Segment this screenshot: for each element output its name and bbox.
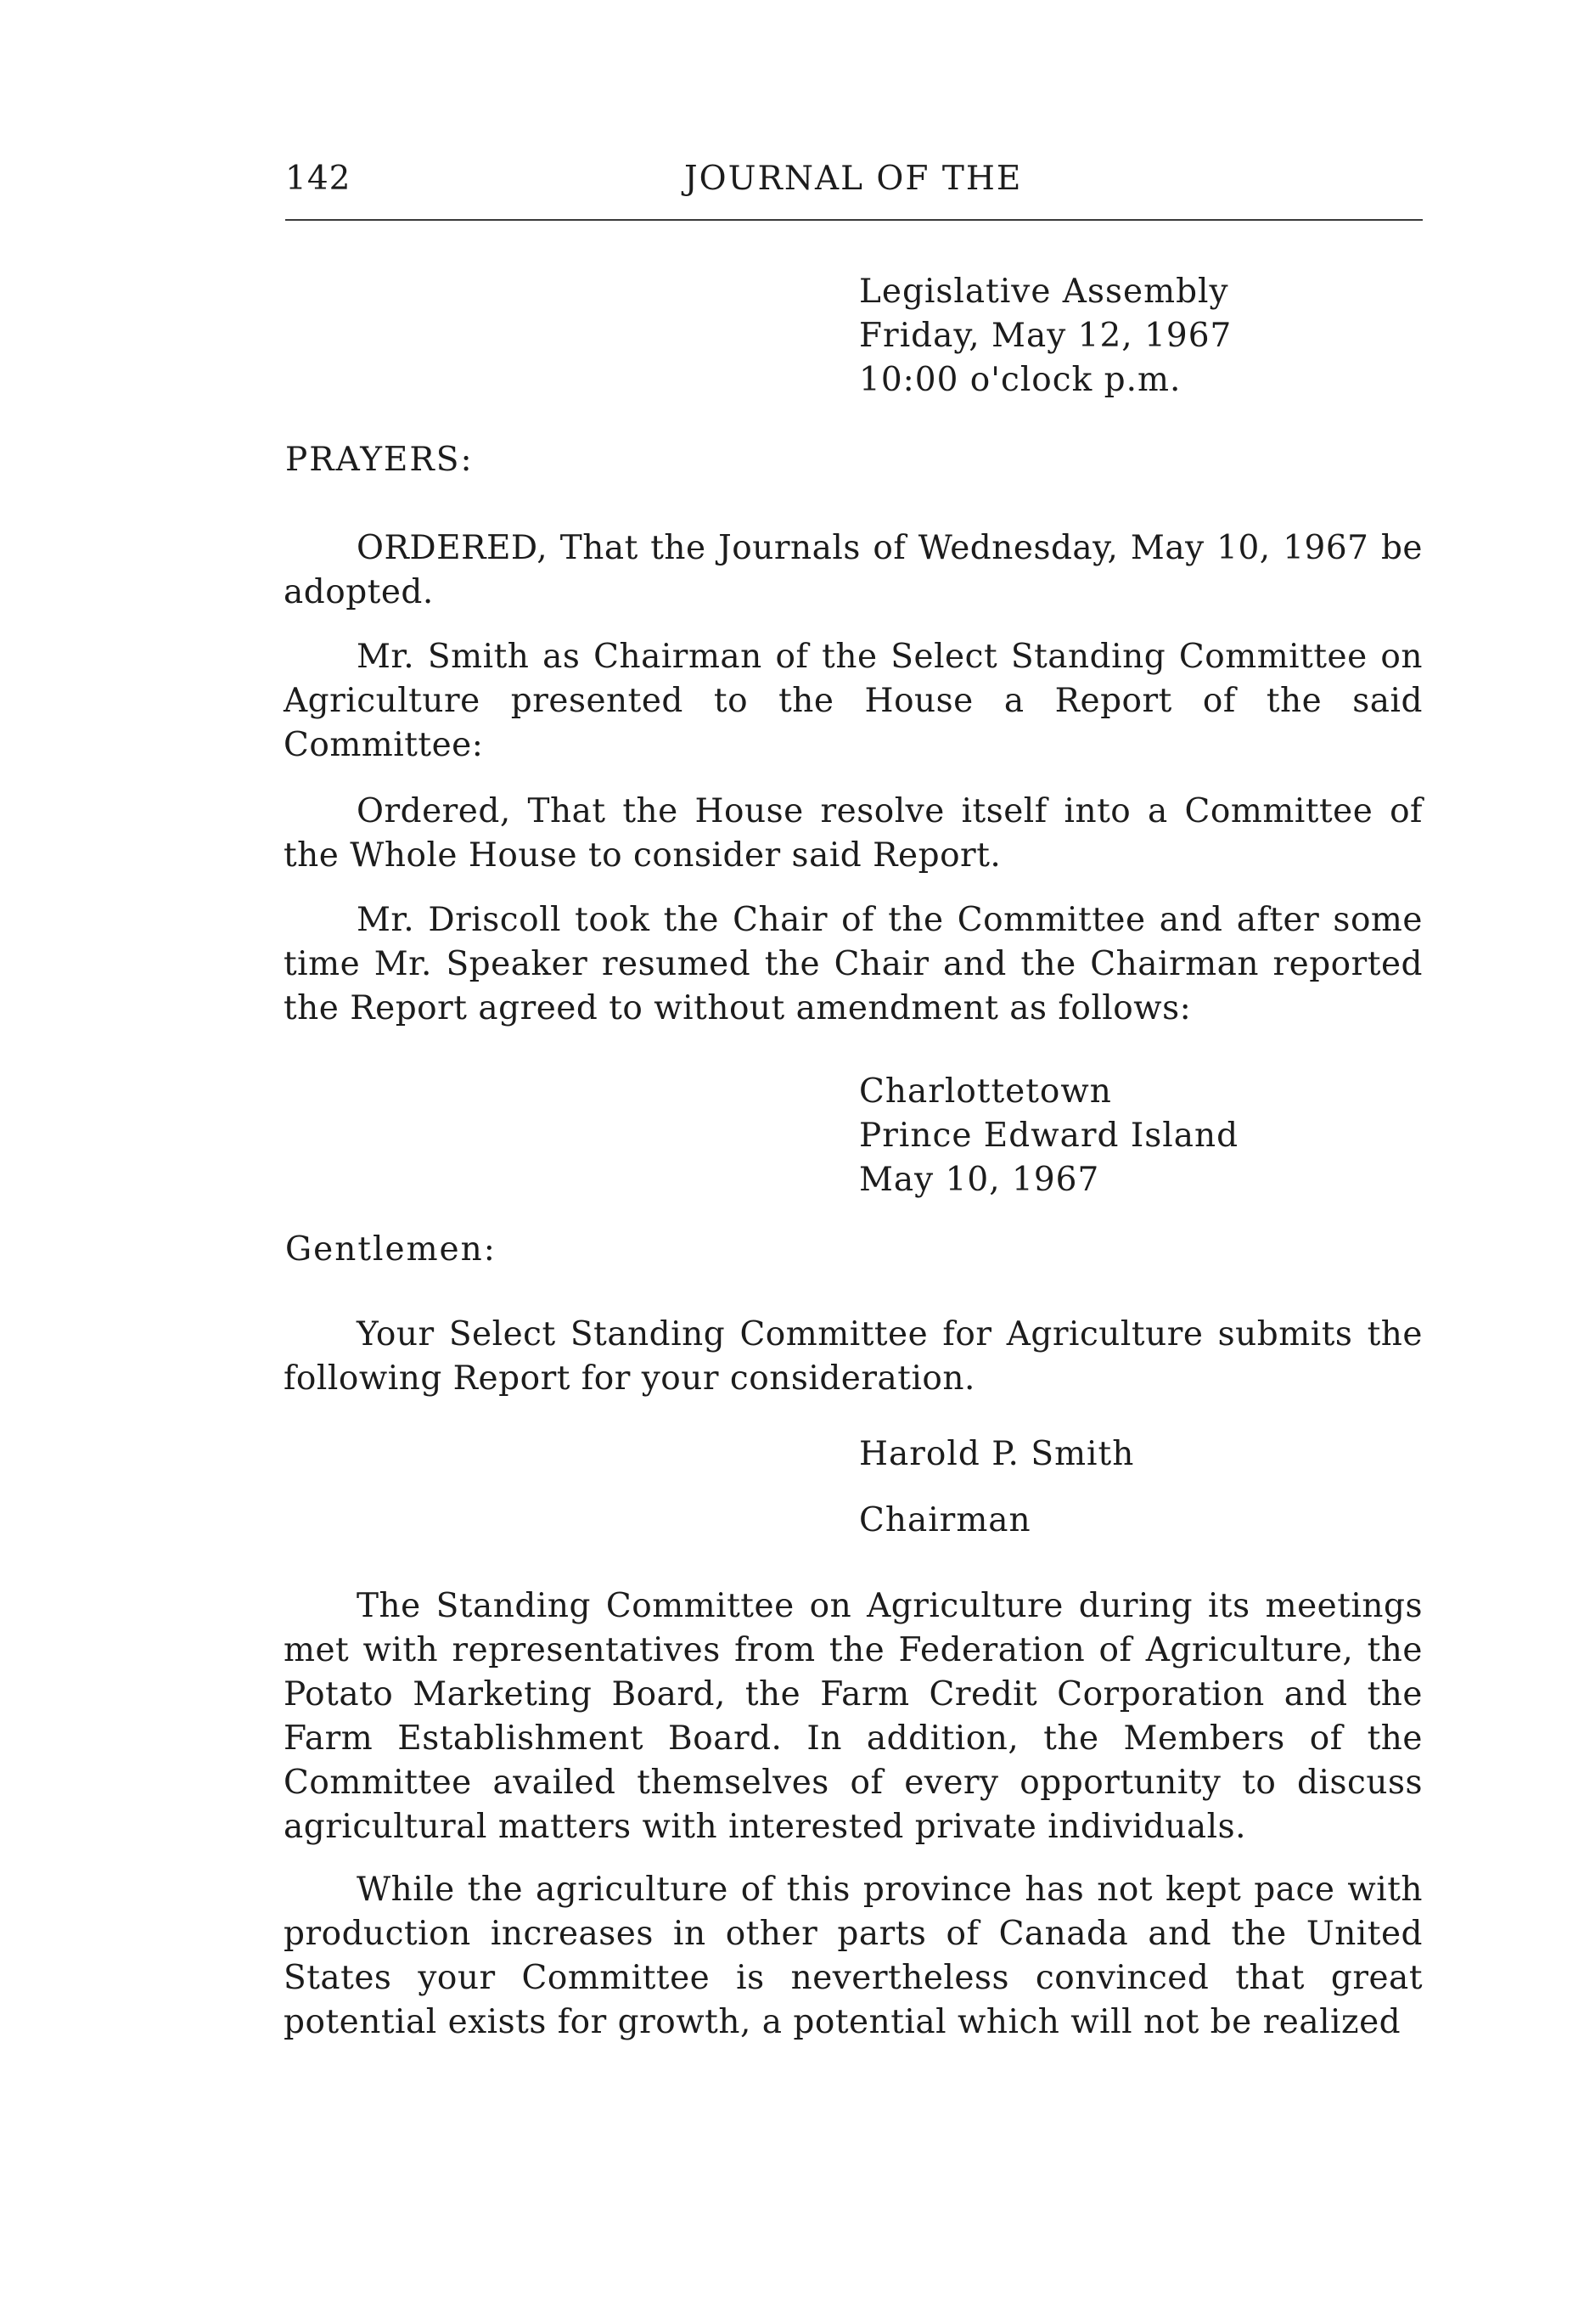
letter-place-line-1: Charlottetown [859,1072,1112,1111]
sitting-line-3: 10:00 o'clock p.m. [859,361,1182,399]
page-header [285,160,1423,219]
prayers-label: PRAYERS: [285,441,474,479]
paragraph-smith-report: Mr. Smith as Chairman of the Select Standing Committee on Agriculture presented to the House a Report of the said Committee: [284,638,1423,764]
running-head: JOURNAL OF THE [684,160,1023,198]
paragraph-ordered-committee: Ordered, That the House resolve itself into a Committee of the Whole House to consider said Report. [284,792,1423,875]
signatory-title: Chairman [859,1501,1031,1539]
page-number: 142 [285,160,351,198]
report-paragraph-1: The Standing Committee on Agriculture during its meetings met with representatives from the Federation of Agriculture, the Potato Marketing Board, the Farm Credit Corporation and the Farm Establishment Board. In addition, the Members of the Committee availed themselves of every opportunity to discuss agricultural matters with interested private individuals. [284,1587,1423,1846]
report-paragraph-2: While the agriculture of this province has not kept pace with production increases in other parts of Canada and the United States your Committee is nevertheless convinced that great potential exists for growth, a potential which will not be realized [284,1871,1423,2041]
sitting-details [859,270,1419,402]
sitting-line-2: Friday, May 12, 1967 [859,317,1233,355]
letter-place-date [859,1070,1419,1202]
sitting-line-1: Legislative Assembly [859,273,1229,311]
signatory-name: Harold P. Smith [859,1435,1135,1473]
paragraph-driscoll: Mr. Driscoll took the Chair of the Committee and after some time Mr. Speaker resumed the Chair and the Chairman reported the Report agreed to without amendment as follows: [284,901,1423,1027]
letter-date: May 10, 1967 [859,1161,1100,1199]
letter-place-line-2: Prince Edward Island [859,1117,1239,1155]
paragraph-ordered-journals: ORDERED, That the Journals of Wednesday, May 10, 1967 be adopted. [284,529,1423,611]
letter-salutation: Gentlemen: [285,1230,497,1269]
letter-body: Your Select Standing Committee for Agriculture submits the following Report for your consideration. [284,1315,1423,1398]
header-rule [285,219,1423,221]
